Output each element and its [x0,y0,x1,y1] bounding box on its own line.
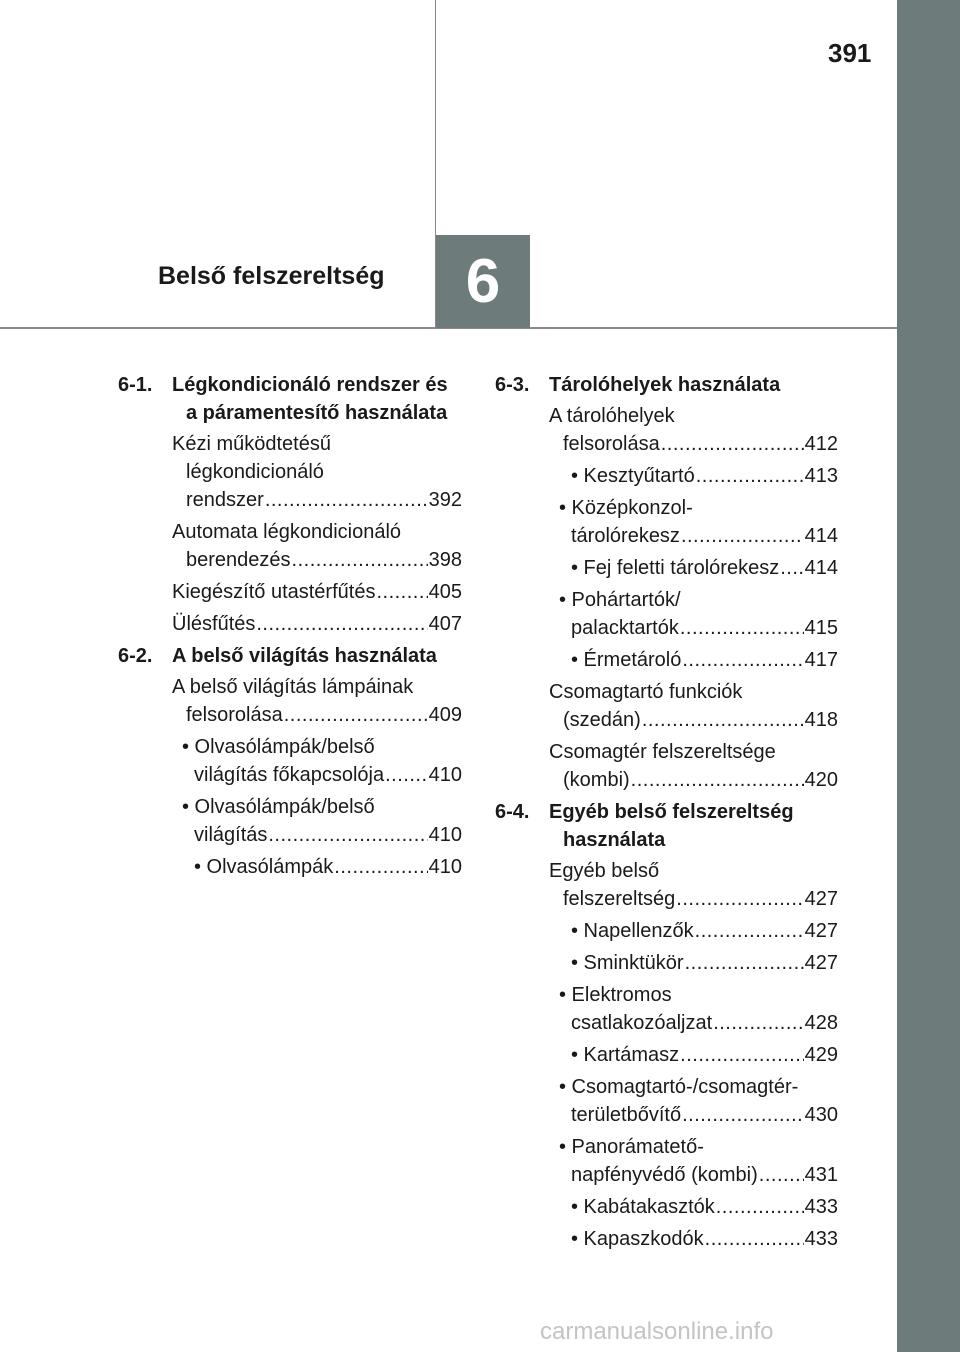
toc-entry[interactable] [495,981,838,1037]
leader-dots [661,430,804,458]
entry-line: Egyéb belső [549,860,660,882]
toc-entry[interactable] [495,949,838,977]
entry-line: légkondicionáló [186,461,324,483]
section-title [172,371,462,427]
toc-entry[interactable] [118,733,462,789]
page-ref[interactable]: 410 [428,764,462,786]
entry-label: • Kesztyűtartó [571,465,695,487]
toc-entry[interactable] [495,738,838,794]
entry-text [549,857,838,885]
leader-dots [385,761,428,789]
section-number: 6-3. [495,374,530,396]
leader-dots [631,766,804,794]
leader-dots [292,546,428,574]
page-ref[interactable]: 415 [804,617,838,639]
entry-label: világítás főkapcsolója [194,764,385,786]
entry-line: Kézi működtetésű [172,433,331,455]
leader-dots [685,949,804,977]
entry-last-line [559,1193,838,1221]
entry-label: (kombi) [563,769,630,791]
entry-last-line [559,522,838,550]
toc-entry[interactable] [495,857,838,913]
leader-dots [680,1041,803,1069]
entry-label: Kiegészítő utastérfűtés [172,581,376,603]
toc-left-column [118,371,462,885]
page-ref[interactable]: 417 [804,649,838,671]
toc-entry[interactable] [495,678,838,734]
section-title [549,798,838,854]
page-ref[interactable]: 420 [804,769,838,791]
entry-label: világítás [194,824,268,846]
section-title-line: használata [563,829,666,851]
page-ref[interactable]: 413 [804,465,838,487]
entry-text [559,981,838,1009]
leader-dots [642,706,804,734]
page-ref[interactable]: 427 [804,952,838,974]
entry-last-line [182,853,462,881]
page-ref[interactable]: 431 [804,1164,838,1186]
entry-label: palacktartók [571,617,679,639]
page-ref[interactable]: 414 [804,525,838,547]
entry-label: napfényvédő (kombi) [571,1164,758,1186]
watermark: carmanualsonline.info [540,1318,774,1345]
toc-entry[interactable] [495,646,838,674]
entry-label: • Sminktükör [571,952,684,974]
chapter-title: Belső felszereltség [158,262,385,290]
toc-entry[interactable] [118,673,462,729]
entry-last-line [559,1101,838,1129]
entry-last-line [559,1161,838,1189]
entry-last-line [172,610,462,638]
page-ref[interactable]: 433 [804,1196,838,1218]
entry-last-line [549,885,838,913]
entry-last-line [559,614,838,642]
page-ref[interactable]: 405 [428,581,462,603]
leader-dots [682,1101,804,1129]
entry-line: Csomagtartó funkciók [549,681,743,703]
section-number: 6-2. [118,645,153,667]
page-ref[interactable]: 427 [804,888,838,910]
toc-entry[interactable] [118,578,462,606]
section-title-line: a páramentesítő használata [186,402,448,424]
page-ref[interactable]: 412 [804,433,838,455]
entry-label: tárolórekesz [571,525,680,547]
toc-entry[interactable] [495,1193,838,1221]
toc-right-column [495,371,838,1257]
entry-text [559,494,838,522]
entry-last-line [172,546,462,574]
leader-dots [680,614,804,642]
toc-entry[interactable] [118,430,462,514]
entry-label: • Kapaszkodók [571,1228,704,1250]
entry-label: rendszer [186,489,264,511]
entry-label: • Napellenzők [571,920,694,942]
toc-section-heading [118,371,462,427]
entry-line: • Pohártartók/ [559,589,681,611]
entry-label: Ülésfűtés [172,613,256,635]
entry-label: felsorolása [186,704,283,726]
page-ref[interactable]: 410 [428,856,462,878]
page-ref[interactable]: 392 [428,489,462,511]
page-ref[interactable]: 409 [428,704,462,726]
page-ref[interactable]: 427 [804,920,838,942]
page-ref[interactable]: 429 [804,1044,838,1066]
entry-text [559,1133,838,1161]
entry-text [172,518,462,546]
leader-dots [716,1193,804,1221]
entry-text [559,1073,838,1101]
toc-entry[interactable] [118,853,462,881]
entry-line: • Csomagtartó-/csomagtér- [559,1076,799,1098]
page-ref[interactable]: 398 [428,549,462,571]
entry-label: (szedán) [563,709,641,731]
entry-last-line [549,766,838,794]
section-title [172,642,462,670]
page-number: 391 [828,38,872,68]
entry-text [549,678,838,706]
entry-label: csatlakozóaljzat [571,1012,713,1034]
toc-entry[interactable] [495,402,838,458]
section-title [549,371,838,399]
toc-section-heading [495,371,838,399]
entry-label: • Fej feletti tárolórekesz [571,557,780,579]
entry-label: területbővítő [571,1104,682,1126]
entry-label: • Kartámasz [571,1044,680,1066]
leader-dots [284,701,428,729]
section-title-line: Egyéb belső felszereltség [549,801,794,823]
toc-entry[interactable] [495,917,838,945]
entry-last-line [182,821,462,849]
entry-line: Csomagtér felszereltsége [549,741,776,763]
entry-label: felsorolása [563,433,660,455]
toc-entry[interactable] [495,1225,838,1253]
entry-line: • Elektromos [559,984,672,1006]
toc-entry[interactable] [495,462,838,490]
entry-last-line [559,554,838,582]
leader-dots [695,917,804,945]
entry-last-line [172,578,462,606]
entry-last-line [172,486,462,514]
section-number: 6-4. [495,801,530,823]
entry-last-line [172,701,462,729]
section-number: 6-1. [118,374,153,396]
entry-last-line [559,1225,838,1253]
leader-dots [681,522,804,550]
entry-last-line [559,646,838,674]
leader-dots [780,554,803,582]
entry-text [549,402,838,430]
entry-text [549,738,838,766]
page-ref[interactable]: 418 [804,709,838,731]
toc-entry[interactable] [495,494,838,550]
toc-entry[interactable] [495,586,838,642]
entry-last-line [559,1041,838,1069]
entry-last-line [182,761,462,789]
entry-label: • Olvasólámpák [194,856,334,878]
chapter-side-tab [897,0,960,1352]
entry-last-line [559,949,838,977]
toc-section-heading [495,798,838,854]
section-title-line: Légkondicionáló rendszer és [172,374,448,396]
page-ref[interactable]: 428 [804,1012,838,1034]
entry-last-line [559,917,838,945]
entry-line: • Olvasólámpák/belső [182,736,375,758]
chapter-number-box [436,235,530,328]
entry-label: berendezés [186,549,291,571]
page-ref[interactable]: 414 [804,557,838,579]
leader-dots [376,578,427,606]
entry-last-line [549,430,838,458]
toc-entry[interactable] [495,1133,838,1189]
entry-text [559,586,838,614]
leader-dots [759,1161,804,1189]
entry-text [172,430,462,486]
toc-entry[interactable] [495,554,838,582]
entry-last-line [559,462,838,490]
toc-section-heading [118,642,462,670]
entry-last-line [559,1009,838,1037]
entry-line: A belső világítás lámpáinak [172,676,414,698]
chapter-number: 6 [465,247,501,316]
leader-dots [682,646,803,674]
section-title-line: Tárolóhelyek használata [549,374,781,396]
leader-dots [268,821,427,849]
toc-entry[interactable] [118,610,462,638]
page-ref[interactable]: 407 [428,613,462,635]
entry-last-line [549,706,838,734]
entry-text [172,673,462,701]
leader-dots [705,1225,804,1253]
leader-dots [334,853,427,881]
entry-line: • Olvasólámpák/belső [182,796,375,818]
page-ref[interactable]: 433 [804,1228,838,1250]
page-ref[interactable]: 430 [804,1104,838,1126]
entry-text [182,733,462,761]
toc-entry[interactable] [495,1041,838,1069]
toc-entry[interactable] [118,793,462,849]
leader-dots [256,610,427,638]
leader-dots [696,462,804,490]
page-ref[interactable]: 410 [428,824,462,846]
entry-label: • Érmetároló [571,649,682,671]
section-title-line: A belső világítás használata [172,645,437,667]
entry-label: • Kabátakasztók [571,1196,715,1218]
entry-line: • Panorámatető- [559,1136,704,1158]
entry-text [182,793,462,821]
entry-line: • Középkonzol- [559,497,693,519]
entry-line: Automata légkondicionáló [172,521,402,543]
toc-entry[interactable] [495,1073,838,1129]
leader-dots [713,1009,803,1037]
entry-label: felszereltség [563,888,676,910]
entry-line: A tárolóhelyek [549,405,675,427]
toc-entry[interactable] [118,518,462,574]
leader-dots [265,486,428,514]
leader-dots [676,885,803,913]
